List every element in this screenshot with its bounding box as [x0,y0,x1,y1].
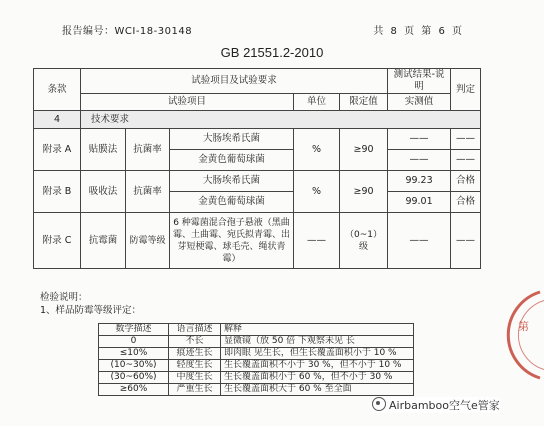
grade-explain: 即肉眼 见生长，但生长覆盖面积小于 10 % [221,348,414,360]
organism-cell: 大肠埃希氏菌 [170,129,294,150]
table-row [99,372,414,384]
grade-math: 0 [99,336,169,348]
test-results-table [33,68,481,269]
grade-math: (30~60%) [99,372,169,384]
section-name: 技术要求 [81,111,481,129]
method-cell: 抗霉菌 [81,213,126,269]
wechat-logo-icon [372,397,386,411]
grade-header-row [99,324,414,336]
method-cell: 吸收法 [81,171,126,213]
section-row [34,111,481,129]
stamp-text: 第 [518,320,529,333]
table-row [99,336,414,348]
notes-title: 检验说明： [40,292,88,303]
clause-cell: 附录 C [34,213,81,269]
grade-lang: 痕迹生长 [169,348,221,360]
unit-cell: % [294,171,340,213]
clause-cell: 附录 A [34,129,81,171]
unit-cell: —— [294,213,340,269]
grade-lang: 不长 [169,336,221,348]
grade-explain: 生长覆盖面积大于 60 % 至全面 [221,384,414,396]
result-cell: 99.23 [388,171,451,192]
property-cell: 抗菌率 [126,129,170,171]
result-cell: —— [388,213,451,269]
verdict-cell: —— [451,213,481,269]
clause-cell: 附录 B [34,171,81,213]
result-cell: —— [388,150,451,171]
limit-cell: （0~1）级 [340,213,388,269]
watermark [372,397,500,413]
grade-header: 语言描述 [169,324,221,336]
organism-cell: 金黄色葡萄球菌 [170,150,294,171]
header-result-desc: 测试结果-说明 [388,69,451,94]
table-row [34,171,481,192]
verdict-cell: —— [451,129,481,150]
grade-lang: 轻度生长 [169,360,221,372]
result-cell: 99.01 [388,192,451,213]
grade-explain: 生长覆盖面积不小于 30 %，但不小于 10 % [221,360,414,372]
unit-cell: % [294,129,340,171]
mold-grade-table [98,323,414,396]
notes-item-1: 1、样品防霉等级评定： [40,305,142,316]
organism-cell: 金黄色葡萄球菌 [170,192,294,213]
grade-lang: 严重生长 [169,384,221,396]
verdict-cell: 合格 [451,192,481,213]
header-unit: 单位 [294,94,340,111]
grade-math: ≥60% [99,384,169,396]
page-info: 共 8 页 第 6 页 [373,26,462,37]
verdict-cell: 合格 [451,171,481,192]
header-row-2 [34,94,481,111]
grade-header: 数学描述 [99,324,169,336]
table-row [34,129,481,150]
method-cell: 贴膜法 [81,129,126,171]
header-item: 试验项目 [81,94,294,111]
header-items-requirements: 试验项目及试验要求 [81,69,388,94]
property-cell: 防霉等级 [126,213,170,269]
standard-title: GB 21551.2-2010 [220,45,324,60]
table-row [99,348,414,360]
grade-math: (10~30%) [99,360,169,372]
table-row [99,360,414,372]
organism-cell: 6 种霉菌混合孢子悬液（黑曲霉、土曲霉、宛氏拟青霉、出芽短梗霉、球毛壳、绳状青霉） [170,213,294,269]
header-row-1 [34,69,481,94]
grade-math: ≤10% [99,348,169,360]
limit-cell: ≥90 [340,129,388,171]
grade-lang: 中度生长 [169,372,221,384]
organism-cell: 大肠埃希氏菌 [170,171,294,192]
report-number: 报告编号：WCI-18-30148 [62,26,193,37]
table-row [99,384,414,396]
property-cell: 抗菌率 [126,171,170,213]
red-seal-stamp-icon [500,290,544,380]
header-clause: 条款 [34,69,81,111]
section-number: 4 [34,111,81,129]
header-judgement: 判定 [451,69,481,111]
header-measured: 实测值 [388,94,451,111]
result-cell: —— [388,129,451,150]
watermark-text: Airbamboo空气e管家 [389,399,500,412]
grade-explain: 显微镜（放 50 倍 下观察未见 长 [221,336,414,348]
grade-explain: 生长覆盖面积小于 60 %，但不小于 30 % [221,372,414,384]
grade-header: 解释 [221,324,414,336]
verdict-cell: —— [451,150,481,171]
header-limit: 限定值 [340,94,388,111]
table-row [34,213,481,269]
limit-cell: ≥90 [340,171,388,213]
inspection-notes [40,291,141,317]
